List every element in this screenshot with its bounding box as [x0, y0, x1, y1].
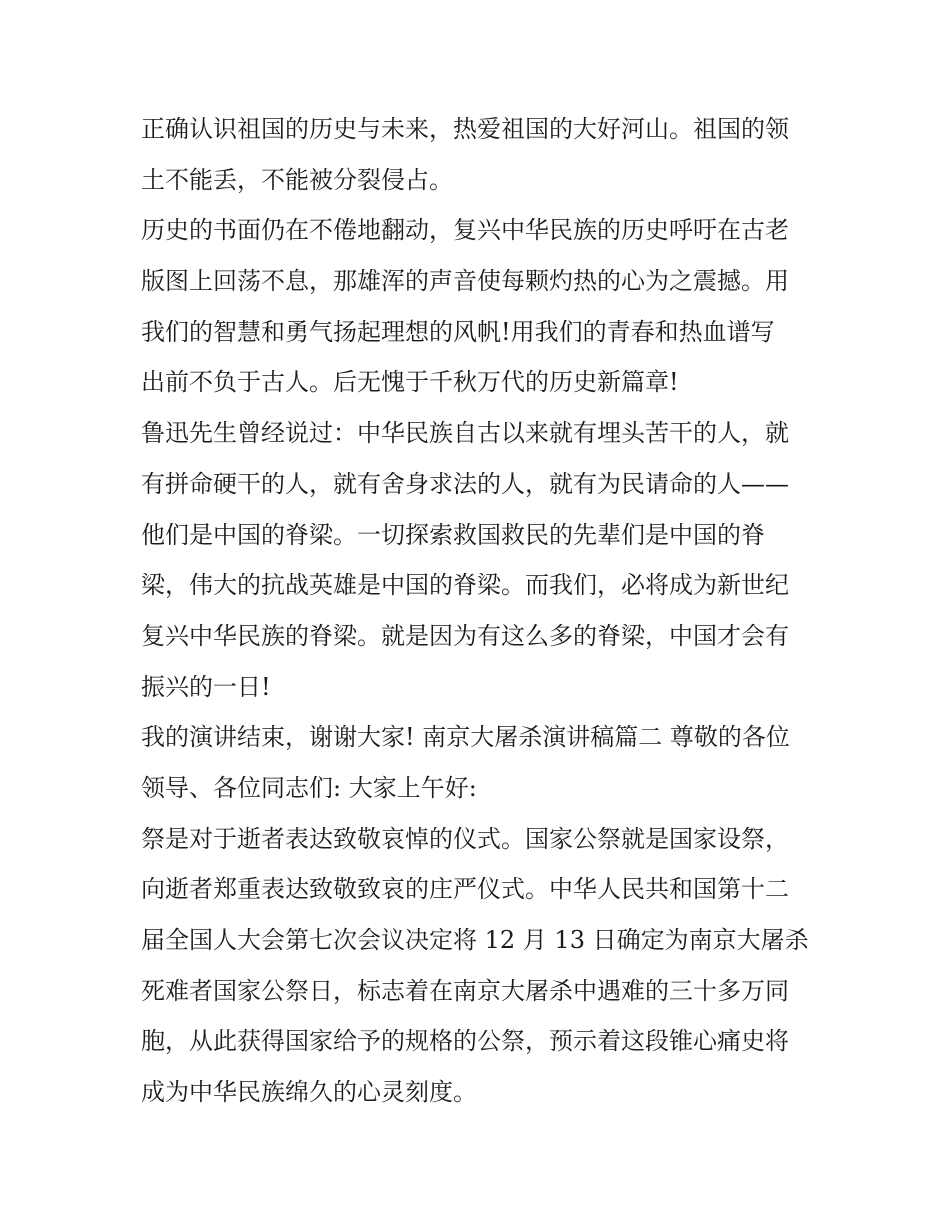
text-line: 届全国人大会第七次会议决定将 12 月 13 日确定为南京大屠杀 — [141, 926, 809, 954]
text-line: 土不能丢，不能被分裂侵占。 — [141, 165, 453, 194]
text-line: 胞，从此获得国家给予的规格的公祭，预示着这段锥心痛史将 — [141, 1027, 789, 1056]
text-line: 鲁迅先生曾经说过：中华民族自古以来就有埋头苦干的人，就 — [141, 419, 789, 448]
text-line: 我的演讲结束，谢谢大家! 南京大屠杀演讲稿篇二 尊敬的各位 — [141, 723, 790, 752]
text-line: 梁，伟大的抗战英雄是中国的脊梁。而我们，必将成为新世纪 — [141, 571, 789, 600]
text-line: 领导、各位同志们: 大家上午好: — [141, 773, 477, 802]
text-line: 他们是中国的脊梁。一切探索救国救民的先辈们是中国的脊 — [141, 520, 765, 549]
text-line: 有拼命硬干的人，就有舍身求法的人，就有为民请命的人—— — [141, 469, 789, 498]
text-line: 出前不负于古人。后无愧于千秋万代的历史新篇章! — [141, 368, 679, 397]
text-line: 历史的书面仍在不倦地翻动，复兴中华民族的历史呼吁在古老 — [141, 216, 789, 245]
text-line: 向逝者郑重表达致敬致哀的庄严仪式。中华人民共和国第十二 — [141, 875, 789, 904]
text-line: 成为中华民族绵久的心灵刻度。 — [141, 1078, 477, 1107]
text-line: 我们的智慧和勇气扬起理想的风帆!用我们的青春和热血谱写 — [141, 317, 775, 346]
text-line: 正确认识祖国的历史与未来，热爱祖国的大好河山。祖国的领 — [141, 115, 789, 143]
text-line: 祭是对于逝者表达致敬哀悼的仪式。国家公祭就是国家设祭， — [141, 824, 789, 853]
text-line: 复兴中华民族的脊梁。就是因为有这么多的脊梁，中国才会有 — [141, 621, 789, 650]
text-line: 版图上回荡不息，那雄浑的声音使每颗灼热的心为之震撼。用 — [141, 267, 789, 296]
text-line: 振兴的一日! — [141, 672, 271, 701]
text-line: 死难者国家公祭日，标志着在南京大屠杀中遇难的三十多万同 — [141, 976, 789, 1005]
document-body — [141, 104, 816, 1118]
